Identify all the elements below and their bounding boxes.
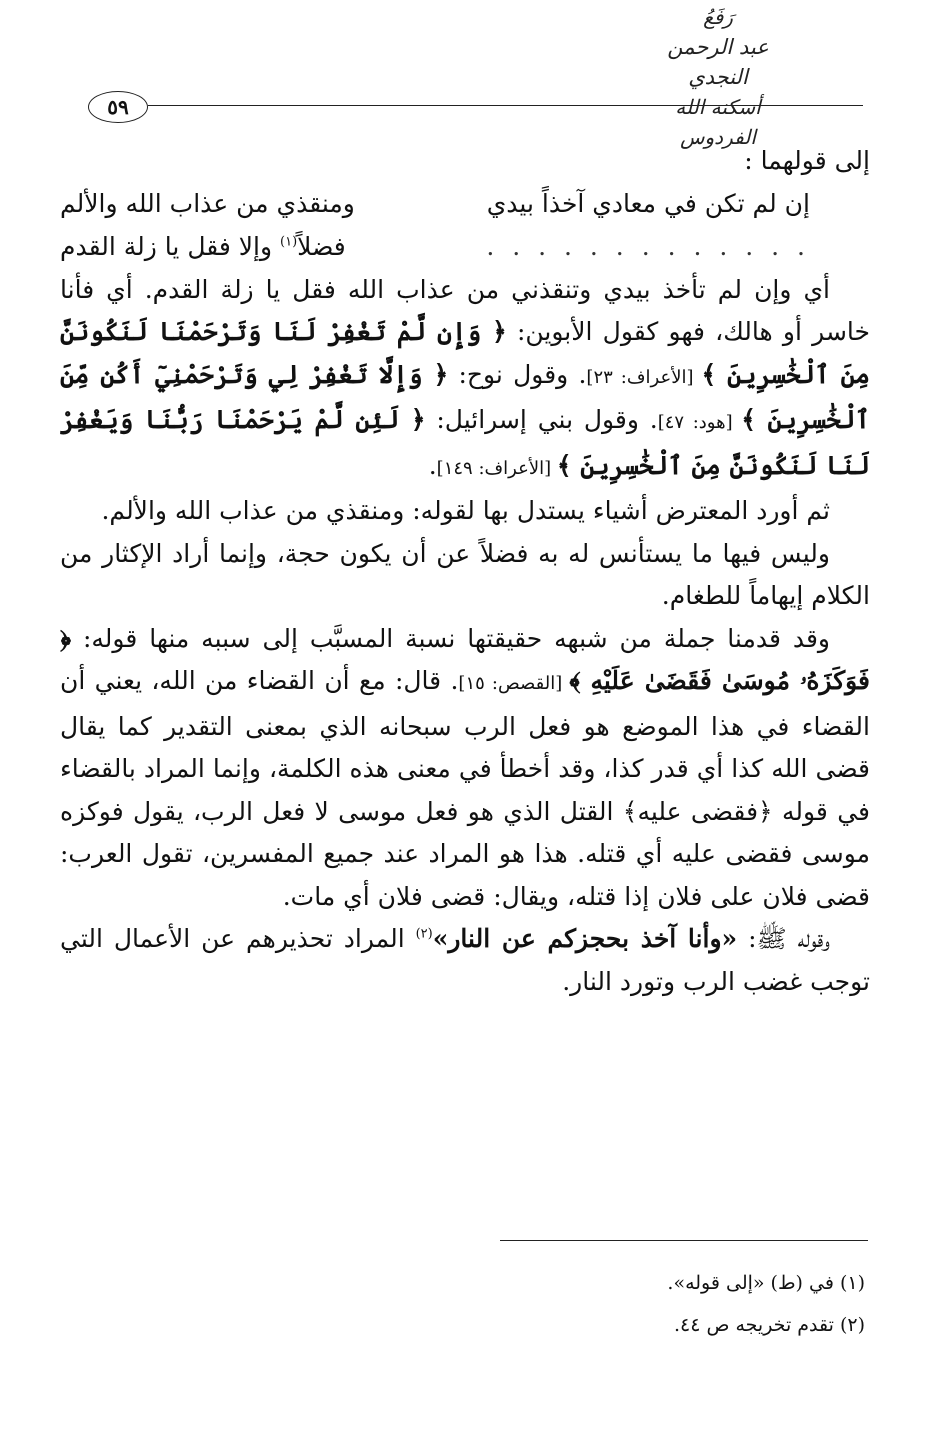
verse-line-1 (60, 183, 810, 226)
verse-2-word: فضلاً (297, 231, 346, 261)
intro-line: إلى قولهما : (744, 146, 870, 175)
verse-2-ellipsis: . . . . . . . . . . . . . (486, 231, 810, 261)
paragraph-5-text-a: وقوله ﷺ: (737, 924, 830, 953)
paragraph-4-text-c: القتل الذي هو فعل موسى لا فعل الرب، يقول فوكزه موسى فقضى عليه أي قتله. هذا هو المراد عند جميع المفسرين، تقول العرب: قضى فلان على فلان إذا قتله، ويقال: قضى فلان أي مات. (60, 796, 870, 911)
header-rule (148, 105, 863, 106)
quran-reference-4: [القصص: ١٥] (458, 673, 570, 694)
paragraph-2: ثم أورد المعترض أشياء يستدل بها لقوله: ومنقذي من عذاب الله والألم. (101, 496, 830, 525)
stamp-line-2: عبد الرحمن النجدي (667, 35, 769, 89)
quran-reference-1: [الأعراف: ٢٣] (586, 366, 702, 388)
footnote-rule (500, 1240, 868, 1241)
footnote-marker-1: (١) (280, 234, 298, 250)
paragraph-5-text-b: المراد تحذيرهم عن الأعمال التي توجب غضب الرب وتورد النار. (60, 924, 870, 996)
paragraph-1 (60, 269, 870, 491)
paragraph-1-text-b: . وقول نوح: (448, 359, 587, 389)
verse-2-second-hemistich (60, 226, 346, 269)
paragraph-3: وليس فيها ما يستأنس له به فضلاً عن أن يكون حجة، وإنما أراد الإكثار من الكلام إيهاماً للطغام. (60, 538, 870, 610)
paragraph-1-text-d: . (428, 450, 437, 480)
body-text (60, 140, 870, 1003)
footnote-marker-2: (٢) (415, 926, 433, 942)
quran-quote-4: ﴿ فَوَكَزَهُۥ مُوسَىٰ فَقَضَىٰ عَلَيْهِ ﴾ (60, 623, 870, 695)
paragraph-1-text-c: . وقول بني إسرائيل: (425, 405, 658, 434)
poetry-verse (60, 183, 810, 269)
paragraph-4-text-a: وقد قدمنا جملة من شبهه حقيقتها نسبة المسبَّب إلى سببه منها قوله: (71, 623, 830, 653)
quran-reference-2: [هود: ٤٧] (657, 412, 742, 433)
paragraph-4 (60, 618, 870, 919)
verse-line-2 (60, 226, 810, 269)
verse-1-first-hemistich: إن لم تكن في معادي آخذاً بيدي (486, 188, 810, 218)
verse-2-rest: وإلا فقل يا زلة القدم (60, 231, 281, 261)
quran-reference-3: [الأعراف: ١٤٩] (436, 457, 557, 479)
verse-1-second-hemistich: ومنقذي من عذاب الله والألم (60, 188, 355, 218)
paragraph-1-text-a: أي وإن لم تأخذ بيدي وتنقذني من عذاب الله فقل يا زلة القدم. أي فأنا خاسر أو هالك، فهو كقول الأبوين: (60, 274, 870, 346)
paragraph-5 (60, 918, 870, 1003)
hadith-quote: «وأنا آخذ بحجزكم عن النار» (432, 924, 738, 953)
paragraph-4-text-b: . قال: مع أن القضاء من الله، يعني أن القضاء في هذا الموضع هو فعل الرب سبحانه الذي بمعنى التقدير كما يقال قضى الله كذا أي قدر كذا، وقد أخطأ في معنى هذه الكلمة، وإنما المراد بالقضاء في قوله (60, 666, 870, 826)
page-number: ٥٩ (88, 91, 148, 123)
stamp-line-1: رَفَعُ (703, 5, 733, 29)
footnote-2: (٢) تقدم تخريجه ص ٤٤. (673, 1314, 865, 1336)
quran-quote-3: ﴿ لَئِن لَّمْ يَرْحَمْنَا رَبُّنَا وَيَغْفِرْ لَنَا لَنَكُونَنَّ مِنَ ٱلْخَٰسِرِينَ ﴾ (60, 405, 870, 480)
owner-stamp (638, 2, 798, 152)
footnote-1: (١) في (ط) «إلى قوله». (667, 1272, 865, 1294)
stamp-line-3: أسكنه الله الفردوس (675, 95, 761, 149)
quran-quote-1: ﴿ وَإِن لَّمْ تَغْفِرْ لَنَا وَتَرْحَمْنَا لَنَكُونَنَّ مِنَ ٱلْخَٰسِرِينَ ﴾ (60, 317, 870, 389)
quoted-phrase: ﴿فقضى عليه﴾ (622, 796, 773, 826)
quran-quote-2: ﴿ وَإِلَّا تَغْفِرْ لِي وَتَرْحَمْنِيٓ أَكُن مِّنَ ٱلْخَٰسِرِينَ ﴾ (60, 359, 870, 434)
footnotes (365, 1262, 865, 1346)
